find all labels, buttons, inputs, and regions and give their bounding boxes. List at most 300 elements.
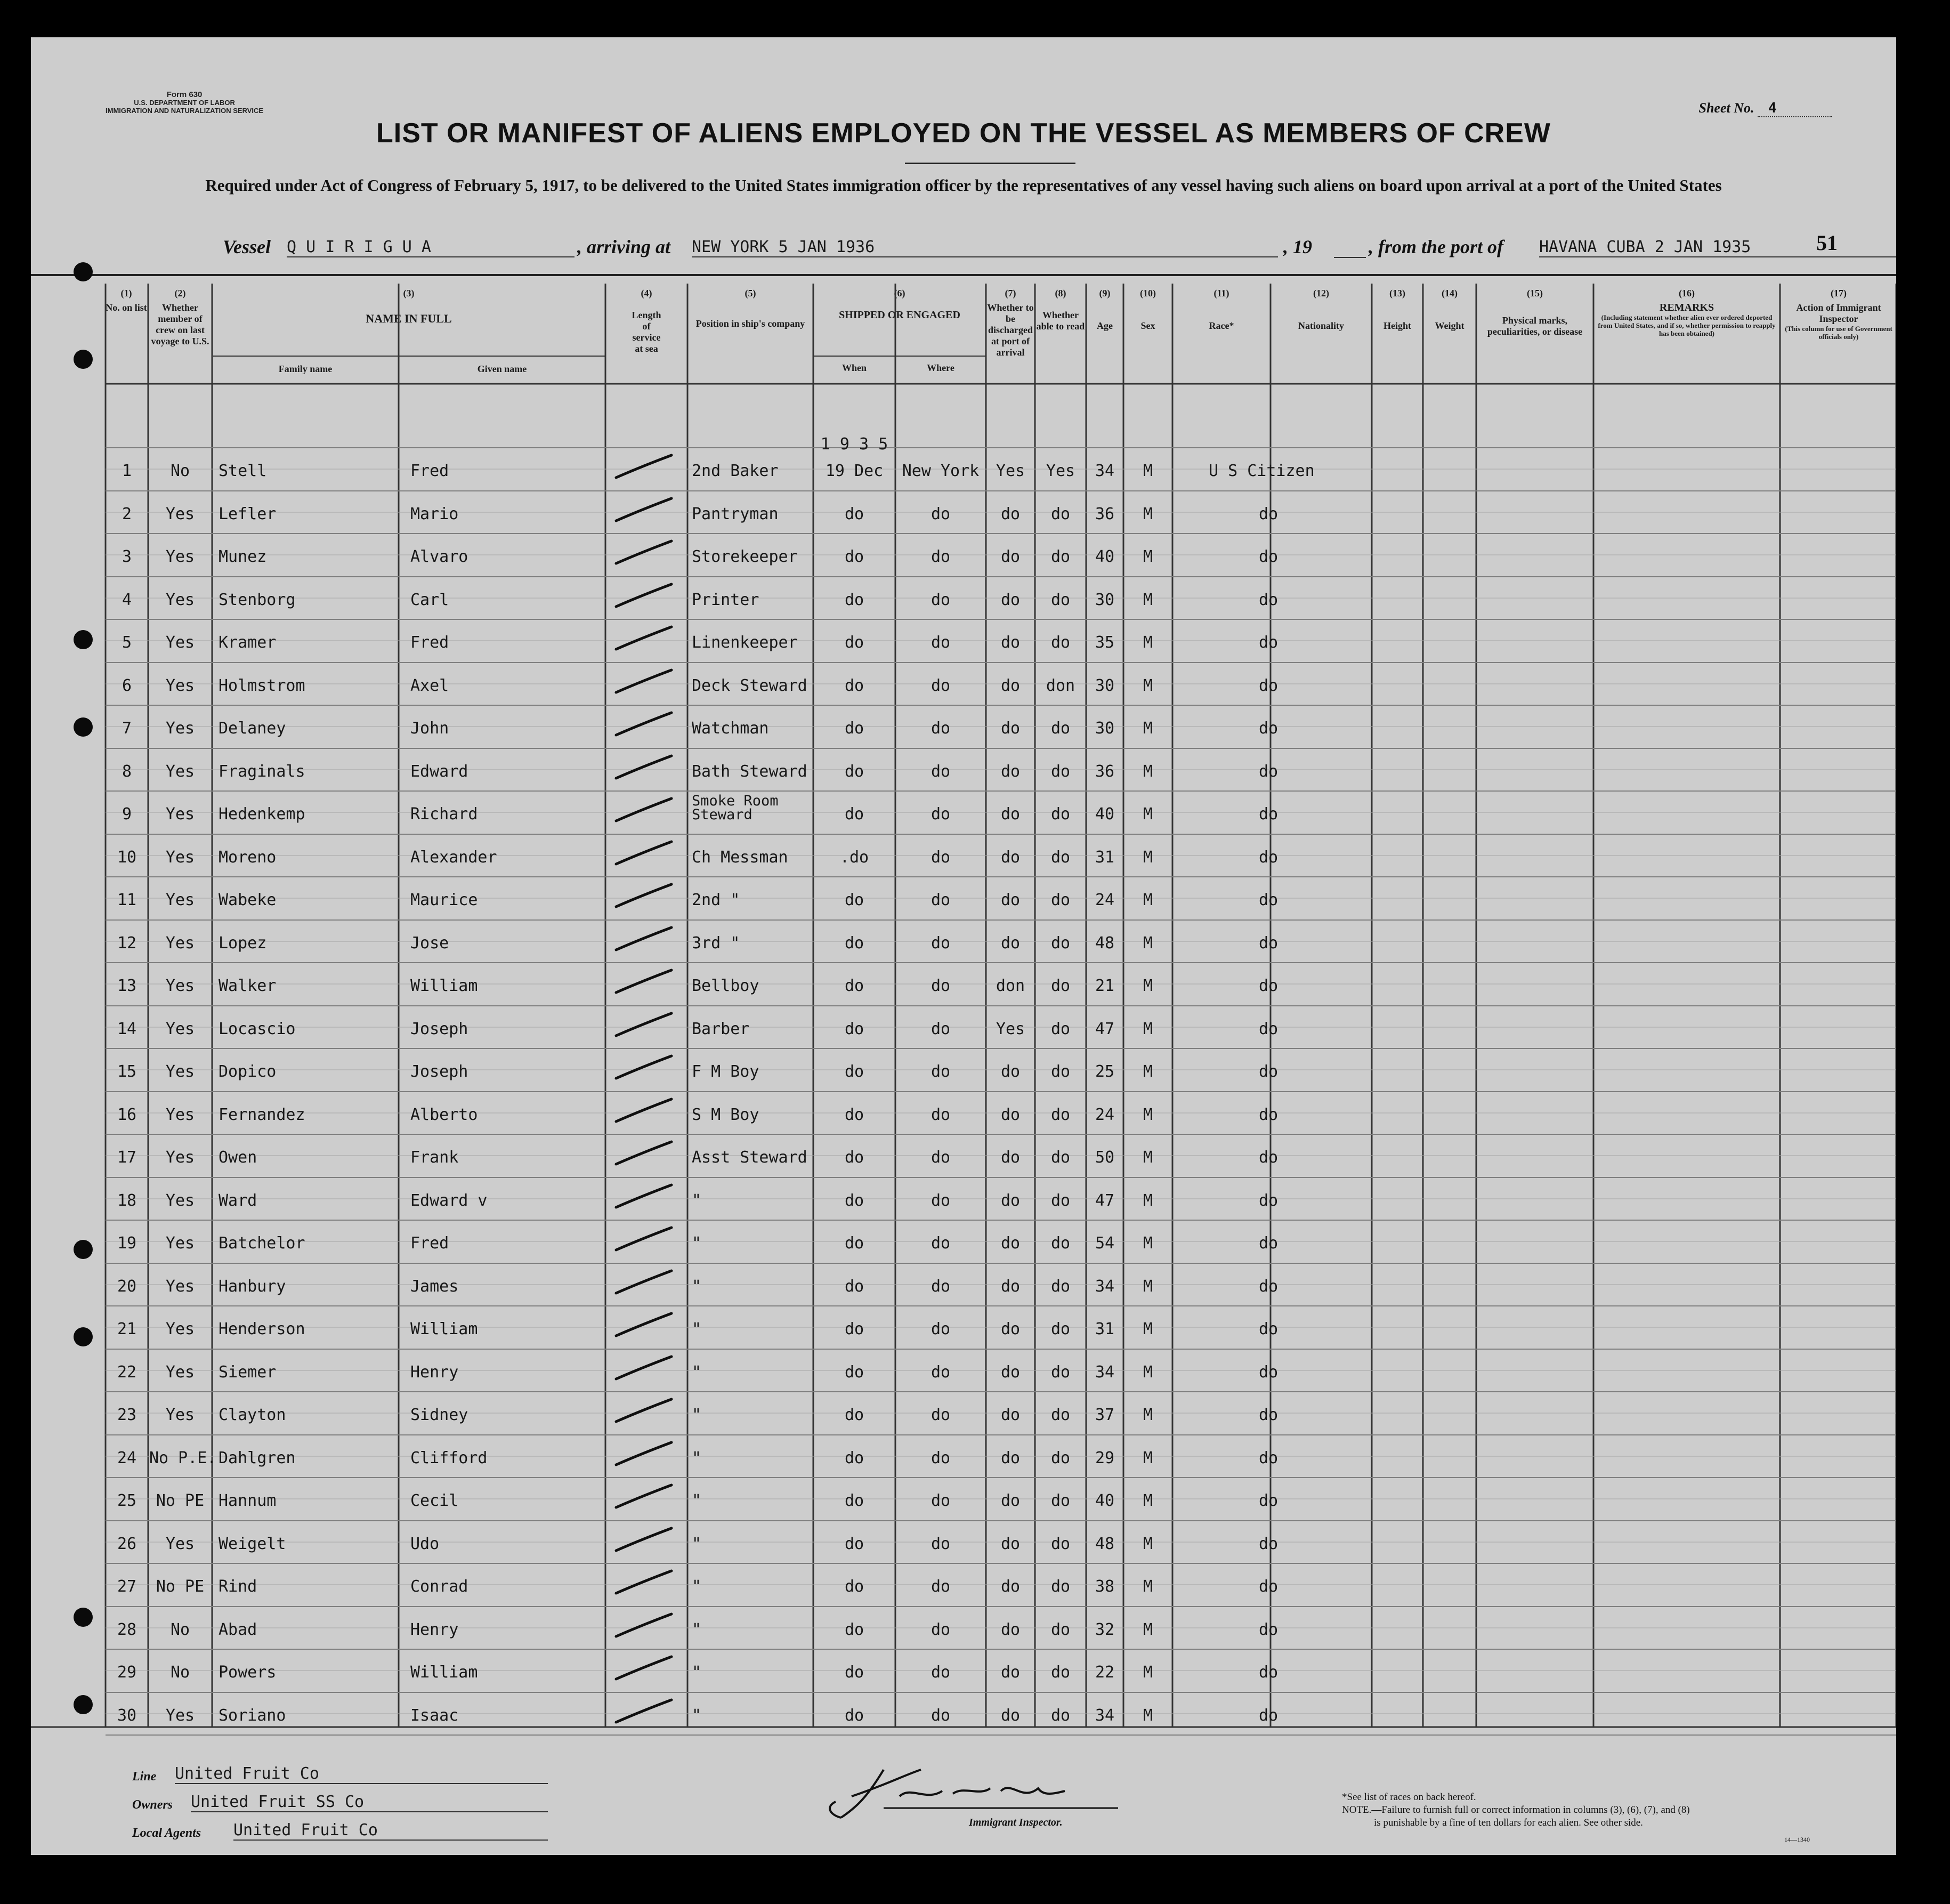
cell-position: S M Boy (692, 1105, 759, 1124)
cell-no: 27 (117, 1577, 137, 1596)
cell-given: James (410, 1277, 459, 1296)
cell-position: " (692, 1448, 702, 1467)
cell-when: do (844, 1148, 864, 1167)
cell-sex: M (1143, 1320, 1153, 1339)
cell-race-nationality: do (1259, 1277, 1279, 1296)
cell-where: New York (902, 462, 980, 481)
cell-discharged: do (1000, 590, 1021, 609)
cell-family: Wabeke (219, 891, 277, 910)
cell-where: do (931, 1491, 951, 1511)
cell-no: 29 (117, 1663, 137, 1682)
cell-where: do (931, 547, 951, 567)
service-check-mark (612, 753, 676, 785)
cell-read: do (1050, 848, 1071, 867)
arriving-label: , arriving at (577, 236, 671, 257)
cell-last-voyage: Yes (165, 504, 195, 523)
cell-family: Fernandez (219, 1105, 305, 1124)
cell-position: " (692, 1663, 702, 1682)
cell-family: Lopez (219, 933, 267, 953)
cell-given: Jose (410, 933, 449, 953)
cell-position: 3rd " (692, 933, 740, 953)
cell-discharged: do (1000, 762, 1021, 781)
cell-where: do (931, 1406, 951, 1425)
cell-where: do (931, 1534, 951, 1553)
cell-last-voyage: Yes (165, 1105, 195, 1124)
header-weight: (14) Weight (1435, 288, 1464, 331)
cell-last-voyage: No PE (156, 1577, 205, 1596)
cell-position: Deck Steward (692, 676, 807, 695)
cell-family: Fraginals (219, 762, 305, 781)
cell-age: 21 (1095, 977, 1115, 996)
cell-read: do (1050, 633, 1071, 652)
cell-given: Udo (410, 1534, 440, 1553)
year-label: , 19 (1283, 236, 1312, 257)
cell-family: Ward (219, 1191, 257, 1210)
cell-read: do (1050, 1234, 1071, 1253)
header-shipped-or-engaged: (6) SHIPPED OR ENGAGED (839, 288, 960, 321)
cell-family: Walker (219, 977, 277, 996)
cell-discharged: do (1000, 848, 1021, 867)
cell-discharged: do (1000, 1406, 1021, 1425)
service-check-mark (612, 1439, 676, 1471)
cell-given: William (410, 1663, 478, 1682)
cell-when: do (844, 676, 864, 695)
cell-position: Bellboy (692, 977, 759, 996)
cell-no: 11 (117, 891, 137, 910)
cell-discharged: do (1000, 1105, 1021, 1124)
cell-where: do (931, 977, 951, 996)
cell-family: Batchelor (219, 1234, 305, 1253)
cell-position: " (692, 1362, 702, 1382)
cell-discharged: do (1000, 933, 1021, 953)
punch-hole (74, 1327, 93, 1346)
cell-age: 31 (1095, 848, 1115, 867)
cell-sex: M (1143, 891, 1153, 910)
punch-hole (74, 1240, 93, 1259)
cell-given: Isaac (410, 1706, 459, 1725)
cell-given: Edward (410, 762, 468, 781)
cell-sex: M (1143, 1148, 1153, 1167)
cell-given: Cecil (410, 1491, 459, 1511)
cell-age: 34 (1095, 462, 1115, 481)
cell-age: 34 (1095, 1277, 1115, 1296)
cell-read: do (1050, 504, 1071, 523)
cell-race-nationality: do (1259, 1663, 1279, 1682)
cell-position: Ch Messman (692, 848, 788, 867)
cell-family: Hannum (219, 1491, 277, 1511)
cell-where: do (931, 1062, 951, 1082)
cell-age: 24 (1095, 891, 1115, 910)
service-check-mark (612, 795, 676, 827)
header-able-to-read: (8) Whether able to read (1036, 288, 1085, 332)
cell-no: 15 (117, 1062, 137, 1082)
footnote-penalty: NOTE.—Failure to furnish full or correct information in columns (3), (6), (7), and (8) (1342, 1804, 1690, 1816)
cell-given: Joseph (410, 1019, 468, 1038)
cell-discharged: Yes (996, 462, 1025, 481)
cell-age: 48 (1095, 1534, 1115, 1553)
cell-age: 40 (1095, 1491, 1115, 1511)
cell-last-voyage: No (170, 1663, 190, 1682)
cell-read: do (1050, 933, 1071, 953)
cell-discharged: do (1000, 676, 1021, 695)
cell-race-nationality: do (1259, 547, 1279, 567)
cell-when: do (844, 1320, 864, 1339)
cell-position: " (692, 1406, 702, 1425)
cell-no: 7 (122, 719, 132, 738)
cell-race-nationality: do (1259, 1406, 1279, 1425)
cell-last-voyage: Yes (165, 676, 195, 695)
form-number: Form 630 (166, 90, 203, 99)
cell-read: do (1050, 1406, 1071, 1425)
cell-when: do (844, 1019, 864, 1038)
header-length-of-service: (4) Length of service at sea (632, 288, 661, 354)
cell-read: do (1050, 1148, 1071, 1167)
cell-last-voyage: Yes (165, 1062, 195, 1082)
inspector-signature (820, 1764, 1118, 1823)
cell-sex: M (1143, 462, 1153, 481)
cell-race-nationality: do (1259, 1577, 1279, 1596)
cell-race-nationality: do (1259, 633, 1279, 652)
cell-age: 25 (1095, 1062, 1115, 1082)
cell-position: " (692, 1320, 702, 1339)
cell-sex: M (1143, 1105, 1153, 1124)
cell-when: do (844, 1234, 864, 1253)
footnote-races: *See list of races on back hereof. (1342, 1792, 1476, 1803)
cell-discharged: do (1000, 1362, 1021, 1382)
cell-family: Abad (219, 1620, 257, 1639)
sheet-label: Sheet No. (1698, 100, 1754, 116)
cell-no: 6 (122, 676, 132, 695)
cell-where: do (931, 848, 951, 867)
cell-sex: M (1143, 1362, 1153, 1382)
cell-read: do (1050, 1320, 1071, 1339)
cell-given: Clifford (410, 1448, 488, 1467)
cell-no: 9 (122, 805, 132, 824)
cell-given: Conrad (410, 1577, 468, 1596)
cell-no: 1 (122, 462, 132, 481)
service-check-mark (612, 1653, 676, 1685)
cell-family: Dahlgren (219, 1448, 296, 1467)
cell-family: Henderson (219, 1320, 305, 1339)
cell-last-voyage: Yes (165, 1019, 195, 1038)
service-check-mark (612, 452, 676, 484)
service-check-mark (612, 1268, 676, 1300)
cell-no: 4 (122, 590, 132, 609)
cell-read: do (1050, 590, 1071, 609)
cell-last-voyage: Yes (165, 590, 195, 609)
local-agents-label: Local Agents (132, 1826, 201, 1840)
footnote-penalty-cont: is punishable by a fine of ten dollars for each alien. See other side. (1374, 1817, 1643, 1828)
cell-discharged: do (1000, 1491, 1021, 1511)
service-check-mark (612, 538, 676, 570)
cell-last-voyage: Yes (165, 1234, 195, 1253)
cell-race-nationality: do (1259, 1234, 1279, 1253)
cell-sex: M (1143, 1277, 1153, 1296)
cell-age: 30 (1095, 590, 1115, 609)
footnote (1342, 1791, 1875, 1829)
cell-where: do (931, 1191, 951, 1210)
cell-when: do (844, 1491, 864, 1511)
cell-family: Hedenkemp (219, 805, 305, 824)
vessel-name: Q U I R I G U A (287, 238, 575, 257)
cell-sex: M (1143, 1448, 1153, 1467)
cell-discharged: do (1000, 547, 1021, 567)
cell-race-nationality: do (1259, 1105, 1279, 1124)
service-check-mark (612, 1224, 676, 1256)
cell-position: 2nd " (692, 891, 740, 910)
cell-read: do (1050, 891, 1071, 910)
cell-last-voyage: Yes (165, 1362, 195, 1382)
inspector-label: Immigrant Inspector. (969, 1817, 1063, 1828)
cell-family: Delaney (219, 719, 286, 738)
cell-when: do (844, 1277, 864, 1296)
cell-given: Mario (410, 504, 459, 523)
cell-last-voyage: Yes (165, 1406, 195, 1425)
service-check-mark (612, 967, 676, 999)
service-check-mark (612, 1310, 676, 1342)
cell-given: John (410, 719, 449, 738)
cell-age: 34 (1095, 1706, 1115, 1725)
cell-sex: M (1143, 590, 1153, 609)
cell-given: Alvaro (410, 547, 468, 567)
cell-age: 40 (1095, 805, 1115, 824)
cell-when: do (844, 762, 864, 781)
cell-read: Yes (1046, 462, 1075, 481)
cell-read: do (1050, 1019, 1071, 1038)
line-label: Line (132, 1770, 157, 1784)
cell-race-nationality: do (1259, 719, 1279, 738)
cell-where: do (931, 762, 951, 781)
cell-no: 23 (117, 1406, 137, 1425)
cell-age: 50 (1095, 1148, 1115, 1167)
cell-where: do (931, 1620, 951, 1639)
cell-given: Fred (410, 462, 449, 481)
cell-age: 37 (1095, 1406, 1115, 1425)
cell-where: do (931, 1148, 951, 1167)
cell-read: do (1050, 1448, 1071, 1467)
cell-last-voyage: Yes (165, 933, 195, 953)
cell-position: Linenkeeper (692, 633, 798, 652)
department-name: U.S. DEPARTMENT OF LABOR (134, 99, 235, 107)
punch-hole (74, 350, 93, 369)
cell-where: do (931, 805, 951, 824)
cell-where: do (931, 1663, 951, 1682)
cell-position: Watchman (692, 719, 769, 738)
cell-where: do (931, 1105, 951, 1124)
cell-when: do (844, 590, 864, 609)
cell-given: Maurice (410, 891, 478, 910)
cell-when: do (844, 933, 864, 953)
cell-where: do (931, 1019, 951, 1038)
cell-no: 26 (117, 1534, 137, 1553)
cell-discharged: do (1000, 1191, 1021, 1210)
cell-given: Frank (410, 1148, 459, 1167)
cell-read: do (1050, 1577, 1071, 1596)
cell-no: 21 (117, 1320, 137, 1339)
cell-where: do (931, 719, 951, 738)
cell-race-nationality: do (1259, 1706, 1279, 1725)
cell-position: " (692, 1534, 702, 1553)
cell-sex: M (1143, 1620, 1153, 1639)
cell-race-nationality: do (1259, 1019, 1279, 1038)
cell-age: 30 (1095, 676, 1115, 695)
cell-where: do (931, 1234, 951, 1253)
header-race: (11) Race* (1209, 288, 1234, 331)
cell-no: 25 (117, 1491, 137, 1511)
cell-given: Sidney (410, 1406, 468, 1425)
cell-read: do (1050, 719, 1071, 738)
service-check-mark (612, 1353, 676, 1385)
header-physical-marks: (15) Physical marks, peculiarities, or disease (1487, 288, 1583, 337)
cell-given: William (410, 1320, 478, 1339)
owners-value: United Fruit SS Co (191, 1793, 548, 1812)
cell-age: 36 (1095, 504, 1115, 523)
cell-where: do (931, 676, 951, 695)
manifest-document (31, 37, 1896, 1855)
cell-when: do (844, 1620, 864, 1639)
cell-given: Richard (410, 805, 478, 824)
cell-read: do (1050, 1663, 1071, 1682)
cell-race-nationality: do (1259, 1191, 1279, 1210)
cell-age: 35 (1095, 633, 1115, 652)
header-name-in-full: (3) NAME IN FULL (366, 288, 452, 325)
cell-read: do (1050, 1534, 1071, 1553)
service-check-mark (612, 1010, 676, 1042)
cell-discharged: do (1000, 1663, 1021, 1682)
cell-sex: M (1143, 1663, 1153, 1682)
cell-given: Carl (410, 590, 449, 609)
cell-where: do (931, 590, 951, 609)
cell-last-voyage: Yes (165, 762, 195, 781)
cell-family: Rind (219, 1577, 257, 1596)
cell-no: 3 (122, 547, 132, 567)
cell-read: do (1050, 547, 1071, 567)
cell-position: " (692, 1191, 702, 1210)
cell-no: 14 (117, 1019, 137, 1038)
cell-given: Henry (410, 1620, 459, 1639)
vessel-label: Vessel (223, 236, 271, 257)
cell-discharged: do (1000, 719, 1021, 738)
cell-read: do (1050, 1706, 1071, 1725)
cell-no: 18 (117, 1191, 137, 1210)
cell-given: Axel (410, 676, 449, 695)
cell-when: do (844, 1577, 864, 1596)
cell-age: 54 (1095, 1234, 1115, 1253)
cell-family: Siemer (219, 1362, 277, 1382)
cell-last-voyage: Yes (165, 547, 195, 567)
header-age: (9) Age (1097, 288, 1113, 331)
service-check-mark (612, 624, 676, 656)
cell-sex: M (1143, 848, 1153, 867)
cell-sex: M (1143, 1191, 1153, 1210)
cell-read: do (1050, 1620, 1071, 1639)
cell-race-nationality: do (1259, 848, 1279, 867)
cell-position: " (692, 1491, 702, 1511)
cell-discharged: do (1000, 1234, 1021, 1253)
cell-when: .do (839, 848, 869, 867)
punch-hole (74, 262, 93, 281)
cell-sex: M (1143, 633, 1153, 652)
cell-position: Smoke Room Steward (692, 793, 779, 824)
cell-when: do (844, 805, 864, 824)
cell-where: do (931, 1706, 951, 1725)
cell-no: 13 (117, 977, 137, 996)
cell-where: do (931, 504, 951, 523)
cell-discharged: do (1000, 1277, 1021, 1296)
cell-where: do (931, 1362, 951, 1382)
cell-discharged: do (1000, 891, 1021, 910)
cell-race-nationality: do (1259, 1491, 1279, 1511)
cell-no: 30 (117, 1706, 137, 1725)
service-check-mark (612, 667, 676, 699)
header-sex: (10) Sex (1140, 288, 1156, 331)
cell-given: Joseph (410, 1062, 468, 1082)
cell-when: do (844, 1105, 864, 1124)
service-check-mark (612, 1396, 676, 1428)
service-check-mark (612, 495, 676, 527)
cell-sex: M (1143, 977, 1153, 996)
cell-race-nationality: do (1259, 504, 1279, 523)
service-check-mark (612, 838, 676, 870)
cell-no: 17 (117, 1148, 137, 1167)
cell-family: Holmstrom (219, 676, 305, 695)
header-family-name: Family name (278, 364, 333, 374)
header-when: When (842, 362, 867, 373)
cell-position: 2nd Baker (692, 462, 779, 481)
cell-read: do (1050, 977, 1071, 996)
cell-race-nationality: do (1259, 805, 1279, 824)
cell-position: " (692, 1277, 702, 1296)
cell-race-nationality: do (1259, 1620, 1279, 1639)
cell-read: do (1050, 762, 1071, 781)
cell-race-nationality: do (1259, 1448, 1279, 1467)
cell-sex: M (1143, 1534, 1153, 1553)
cell-read: do (1050, 1191, 1071, 1210)
cell-race-nationality: do (1259, 891, 1279, 910)
cell-age: 40 (1095, 547, 1115, 567)
cell-family: Moreno (219, 848, 277, 867)
cell-race-nationality: do (1259, 1148, 1279, 1167)
cell-when: do (844, 504, 864, 523)
cell-age: 22 (1095, 1663, 1115, 1682)
cell-sex: M (1143, 719, 1153, 738)
cell-no: 19 (117, 1234, 137, 1253)
cell-sex: M (1143, 933, 1153, 953)
cell-last-voyage: Yes (165, 1706, 195, 1725)
cell-sex: M (1143, 504, 1153, 523)
cell-last-voyage: No PE (156, 1491, 205, 1511)
cell-sex: M (1143, 1406, 1153, 1425)
cell-race-nationality: do (1259, 977, 1279, 996)
document-subtitle: Required under Act of Congress of February 5, 1917, to be delivered to the United States immigration officer by the representatives of any vessel having such aliens on board upon arrival at a port of the United States (205, 176, 1722, 195)
cell-last-voyage: Yes (165, 719, 195, 738)
cell-age: 29 (1095, 1448, 1115, 1467)
cell-family: Lefler (219, 504, 277, 523)
cell-no: 20 (117, 1277, 137, 1296)
cell-race-nationality: do (1259, 676, 1279, 695)
cell-family: Locascio (219, 1019, 296, 1038)
cell-position: " (692, 1620, 702, 1639)
cell-no: 24 (117, 1448, 137, 1467)
cell-last-voyage: Yes (165, 848, 195, 867)
cell-when: do (844, 1406, 864, 1425)
cell-read: do (1050, 805, 1071, 824)
local-agents-value: United Fruit Co (233, 1821, 548, 1841)
sheet-value: 4 (1758, 100, 1832, 117)
cell-position: Printer (692, 590, 759, 609)
cell-family: Owen (219, 1148, 257, 1167)
cell-race-nationality: do (1259, 933, 1279, 953)
